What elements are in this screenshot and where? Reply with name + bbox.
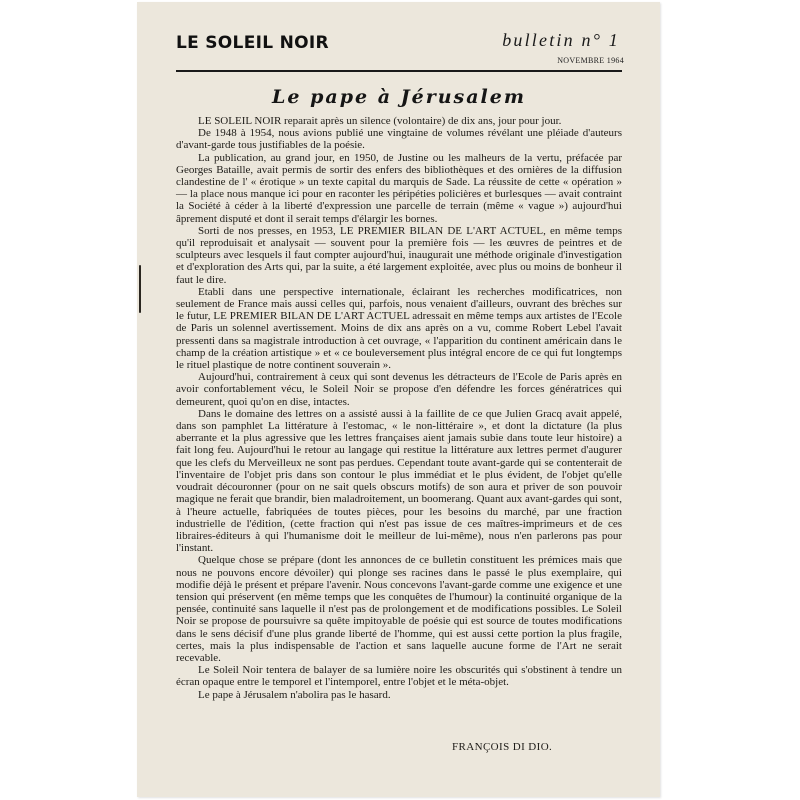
paragraph: Sorti de nos presses, en 1953, LE PREMIER BILAN DE L'ART ACTUEL, en même temps qu'il reproduisait et analysait — souvent pour la première fois — les œuvres de peintres et de sculpteurs avec lesquels il faut compter aujourd'hui, inaugurait une méthode originale d'investigation et d'exploration des Arts qui, par la suite, a été largement exploitée, avec plus ou moins de bonheur il faut le dire. <box>176 224 622 286</box>
issue-date: NOVEMBRE 1964 <box>557 56 624 65</box>
masthead-title: LE SOLEIL NOIR <box>176 33 329 53</box>
paragraph: LE SOLEIL NOIR reparait après un silence (volontaire) de dix ans, jour pour jour. <box>198 115 562 127</box>
paragraph: Le Soleil Noir tentera de balayer de sa lumière noire les obscurités qui s'obstinent à tendre un écran opaque entre le temporel et l'intemporel, entre l'objet et le méta-objet. <box>176 664 622 689</box>
paragraph: Dans le domaine des lettres on a assisté aussi à la faillite de ce que Julien Gracq avait appelé, dans son pamphlet La littérature à l'estomac, « le non-littéraire », et dont la dictature (la plus aberrante et la plus agressive que les lettres françaises aient jamais subie dans toute leur histoire) a fait long feu. Aujourd'hui le retour au langage qui restitue la littérature aux lettres permet d'augurer que les clefs du Merveilleux ne sont pas perdues. Cependant toute avant-garde qui se contenterait de l'inventaire de l'objet pris dans son contour le plus immédiat et le plus évident, de l'objet qu'elle voudrait découronner (pour on ne sait quels obscurs motifs) de son aura et priver de son pouvoir magique ne ferait que brandir, bien maladroitement, un boomerang. Quant aux avant-gardes qui sont, à l'heure actuelle, fabriquées de toutes pièces, pour les besoins du marché, par une fraction industrielle de l'édition, (cette fraction qui n'est pas issue de ces maîtres-imprimeurs et de ces libraires-éditeurs à qui l'humanisme doit le meilleur de lui-même), nous n'en parlerons pas pour l'instant. <box>176 407 622 555</box>
article-headline: Le pape à Jérusalem <box>272 86 526 108</box>
paragraph: Etabli dans une perspective internationale, éclairant les recherches modificatrices, non seulement de France mais aussi celles qui, parfois, nous venaient d'ailleurs, ouvrant des brèches sur le futur, LE PREMIER BILAN DE L'ART ACTUEL adressait en même temps aux artistes de l'Ecole de Paris un solennel avertissement. Moins de dix ans après on a vu, comme Robert Lebel l'avait pressenti dans sa magistrale introduction à cet ouvrage, « l'apparition du continent américain dans le champ de la création artistique » et « ce bouleversement plus intégral encore de ce qui fut longtemps le rituel plastique de notre continent souverain ». <box>176 285 622 372</box>
paragraph: Le pape à Jérusalem n'abolira pas le hasard. <box>198 688 391 701</box>
bulletin-number: bulletin n° 1 <box>502 30 620 50</box>
paragraph: De 1948 à 1954, nous avions publié une vingtaine de volumes révélant une pléiade d'auteurs d'avant-garde tous justifiables de la poésie. <box>176 127 622 152</box>
paragraph: Quelque chose se prépare (dont les annonces de ce bulletin constituent les prémices mais que nous ne pouvons encore dévoiler) qui plonge ses racines dans le passé le plus exemplaire, qui modifie déjà le présent et prépare l'avenir. Nous concevons l'avant-garde comme une exigence et une tension qui préservent (en même temps que les conquêtes de l'humour) la continuité organique de la pensée, continuité sans laquelle il n'est pas de prolongement et de modifications possibles. Le Soleil Noir se propose de poursuivre sa quête impitoyable de poésie qui est source de toutes modifications dans le sens décisif d'une plus grande liberté de l'homme, qui est aussi cette portion la plus fragile, certes, mais la plus indispensable de l'action et sans laquelle aucune forme de l'Art ne serait recevable. <box>176 554 622 664</box>
paragraph: Aujourd'hui, contrairement à ceux qui sont devenus les détracteurs de l'Ecole de Paris après en avoir confortablement vécu, le Soleil Noir se propose d'en défendre les forces génératrices qui demeurent, quoi qu'on en dise, intactes. <box>176 371 622 408</box>
article-body <box>176 115 622 701</box>
staple-mark <box>139 265 141 313</box>
header-rule <box>176 70 622 72</box>
author-signature: FRANÇOIS DI DIO. <box>452 741 553 753</box>
paragraph: La publication, au grand jour, en 1950, de Justine ou les malheurs de la vertu, préfacée par Georges Bataille, avait permis de sortir des enfers des bibliothèques et des ornières de la diffusion clandestine de l' « érotique » un texte capital du marquis de Sade. La réussite de cette « opération » — la place nous manque ici pour en raconter les péripéties policières et burlesques — avait contraint la Société à céder à la liberté d'expression une parcelle de terrain (même « vague ») aujourd'hui âprement disputé et dont il serait temps d'élargir les bornes. <box>176 151 622 225</box>
